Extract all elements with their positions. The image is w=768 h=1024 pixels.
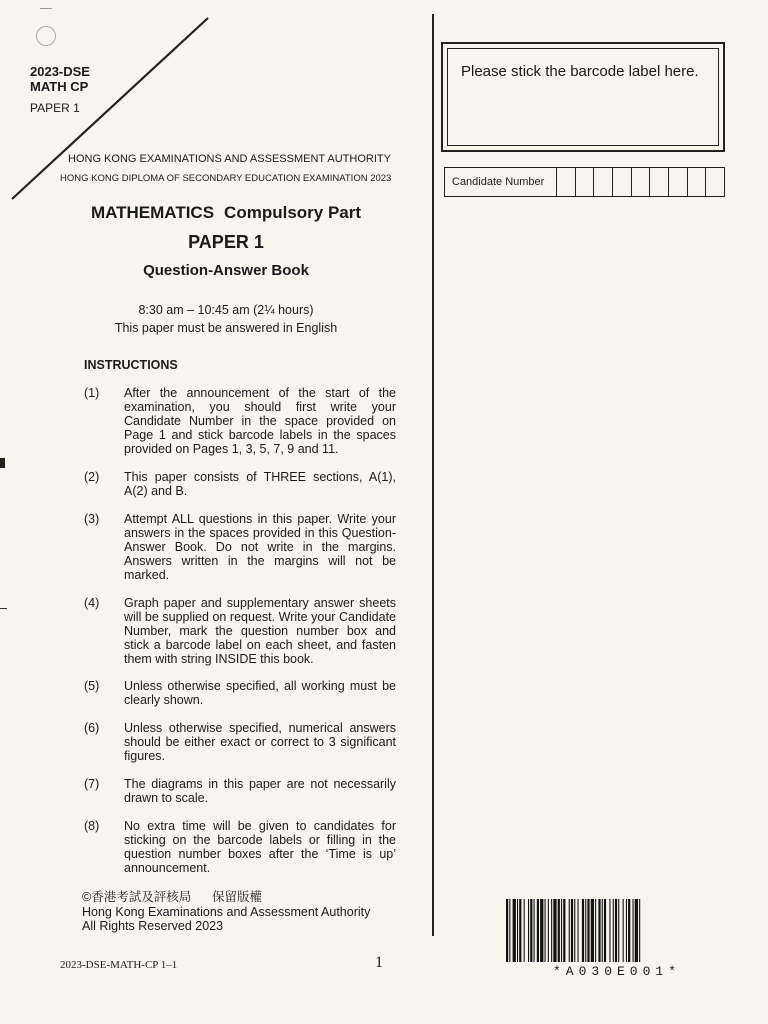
instruction-number: (6) — [84, 721, 100, 735]
instruction-text: Unless otherwise specified, numerical answers should be either exact or correct to 3 significant figures. — [124, 721, 396, 763]
candidate-digit-box[interactable] — [594, 168, 613, 196]
column-divider — [432, 14, 434, 936]
exam-code-block — [30, 64, 90, 94]
instruction-text: Attempt ALL questions in this paper. Write your answers in the spaces provided in this Question-Answer Book. Do not write in the margins. Answers written in the margins will not be marked. — [124, 512, 396, 582]
exam-code: 2023-DSE — [30, 64, 90, 79]
instruction-text: The diagrams in this paper are not necessarily drawn to scale. — [124, 777, 396, 805]
candidate-digit-box[interactable] — [650, 168, 669, 196]
instruction-number: (2) — [84, 470, 100, 484]
copyright-rights: All Rights Reserved 2023 — [82, 919, 224, 933]
candidate-digit-box[interactable] — [576, 168, 595, 196]
candidate-number-field[interactable] — [444, 167, 725, 197]
paper-title: PAPER 1 — [188, 232, 264, 252]
book-title: Question-Answer Book — [143, 262, 309, 279]
copyright-authority: Hong Kong Examinations and Assessment Authority — [82, 904, 371, 919]
instruction-number: (7) — [84, 777, 100, 791]
barcode-label-box — [441, 42, 725, 152]
subject-part: Compulsory Part — [224, 203, 362, 222]
authority-name: HONG KONG EXAMINATIONS AND ASSESSMENT AUTHORITY — [68, 153, 391, 165]
subject-title — [70, 203, 382, 223]
instruction-text: After the announcement of the start of the examination, you should first write your Candidate Number in the space provided on Page 1 and stick barcode labels in the spaces provided on Pages 1, 3, 5, 7, 9 and 11. — [124, 386, 396, 456]
subject-code: MATH CP — [30, 79, 89, 94]
candidate-digit-box[interactable] — [669, 168, 688, 196]
instruction-text: Graph paper and supplementary answer sheets will be supplied on request. Write your Candidate Number, mark the question number box and stick a barcode label on each sheet, and fasten them with string INSIDE this book. — [124, 596, 396, 666]
copyright-notice — [82, 890, 370, 934]
candidate-digit-box[interactable] — [557, 168, 576, 196]
candidate-digit-box[interactable] — [632, 168, 651, 196]
instruction-text: No extra time will be given to candidates for sticking on the barcode labels or filling in the question number boxes after the ‘Time is up’ announcement. — [124, 819, 396, 875]
candidate-digit-box[interactable] — [706, 168, 724, 196]
barcode-image — [506, 899, 728, 962]
instruction-number: (3) — [84, 512, 100, 526]
barcode-label-instruction: Please stick the barcode label here. — [461, 63, 699, 80]
instructions-heading: INSTRUCTIONS — [84, 358, 178, 372]
footer-code: 2023-DSE-MATH-CP 1–1 — [60, 959, 178, 971]
candidate-number-label: Candidate Number — [445, 168, 557, 196]
paper-label: PAPER 1 — [30, 101, 80, 115]
instruction-text: This paper consists of THREE sections, A(1), A(2) and B. — [124, 470, 396, 498]
instruction-number: (8) — [84, 819, 100, 833]
exam-time: 8:30 am – 10:45 am (2¼ hours) — [138, 303, 314, 317]
subject-name: MATHEMATICS — [90, 203, 215, 222]
candidate-digit-box[interactable] — [688, 168, 707, 196]
exam-name: HONG KONG DIPLOMA OF SECONDARY EDUCATION EXAMINATION 2023 — [60, 173, 392, 184]
instruction-text: Unless otherwise specified, all working must be clearly shown. — [124, 679, 396, 707]
page-number: 1 — [375, 954, 383, 971]
instruction-number: (1) — [84, 386, 100, 400]
barcode-text: *A030E001* — [552, 964, 681, 979]
candidate-digit-box[interactable] — [613, 168, 632, 196]
instruction-number: (4) — [84, 596, 100, 610]
language-note: This paper must be answered in English — [114, 321, 338, 335]
copyright-chinese: ©香港考試及評核局 保留版權 — [82, 890, 263, 904]
instruction-number: (5) — [84, 679, 100, 693]
